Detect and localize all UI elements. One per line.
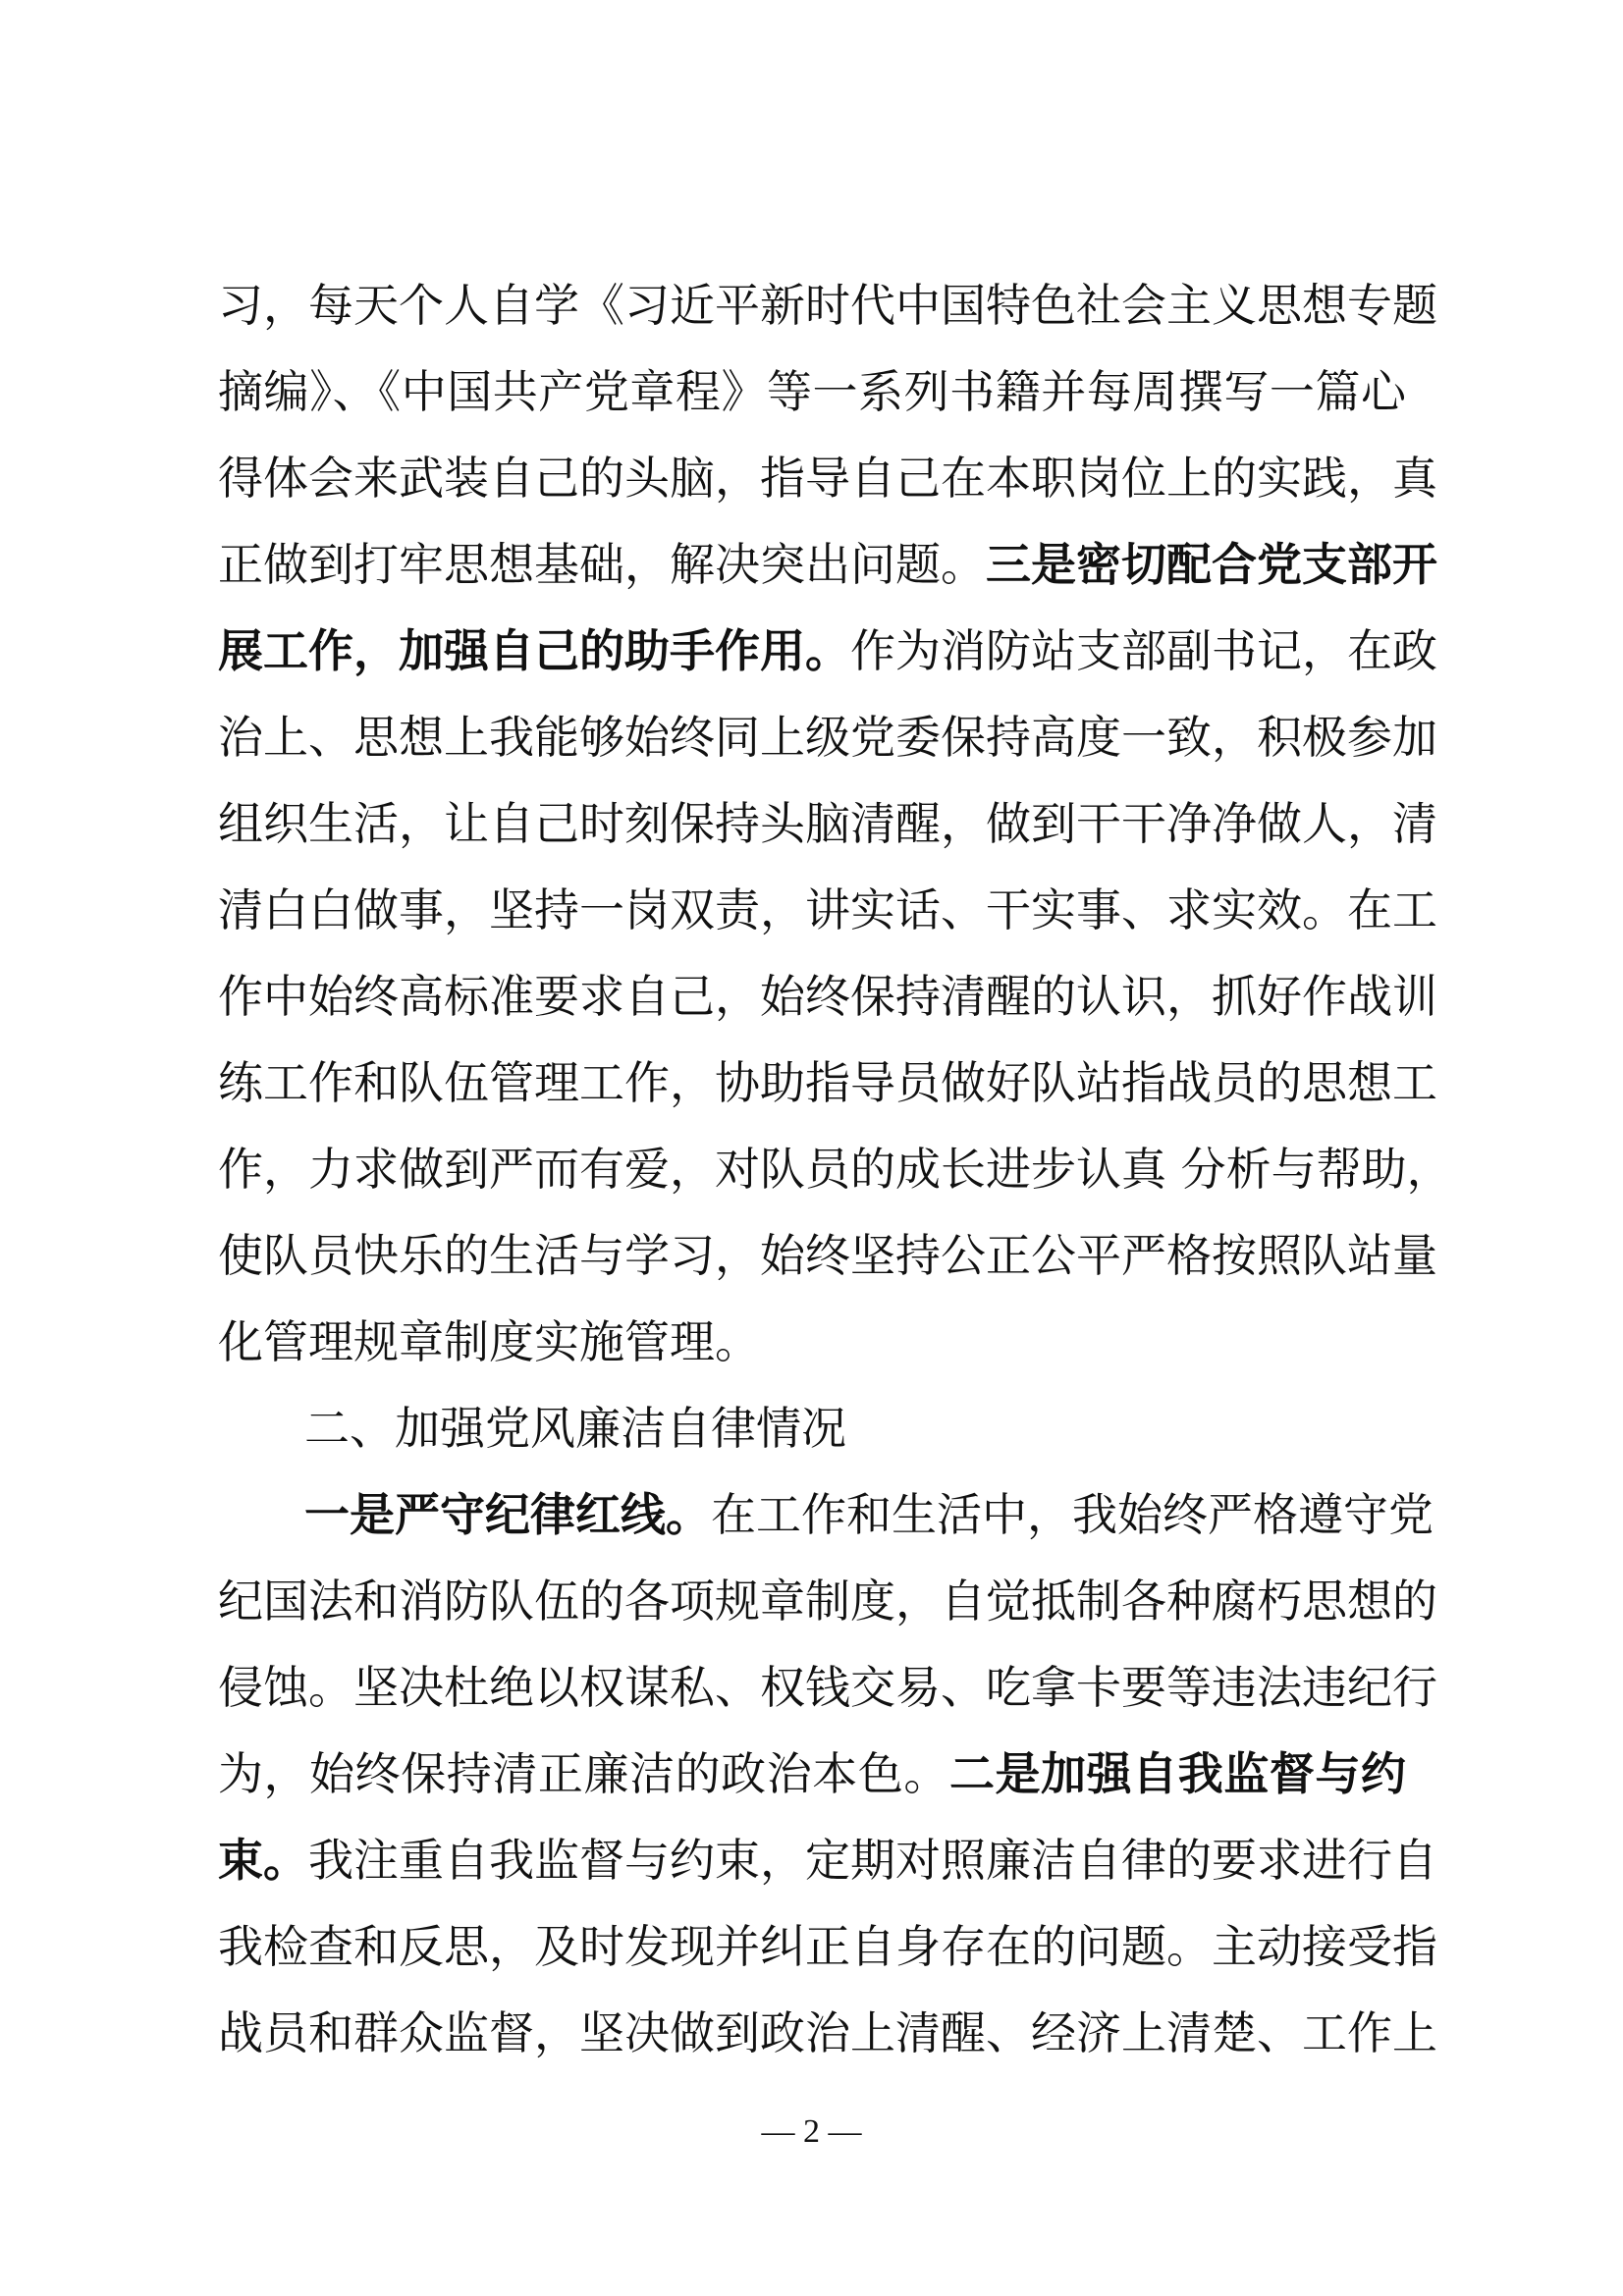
text-span: 摘编》、《中国共产党章程》等一系列书籍并每周撰写一篇心 (218, 365, 1406, 418)
text-span: 战员和群众监督，坚决做到政治上清醒、经济上清楚、工作上 (218, 2006, 1437, 2059)
text-line-6 (218, 709, 1437, 766)
text-line-18 (218, 1745, 1406, 1802)
text-span: 清白白做事，坚持一岗双责，讲实话、干实事、求实效。在工 (218, 883, 1437, 936)
text-span: 在工作和生活中，我始终严格遵守党 (711, 1488, 1434, 1541)
text-line-19 (218, 1832, 1437, 1889)
text-span: 作为消防站支部副书记，在政 (850, 624, 1437, 677)
text-span: 治上、思想上我能够始终同上级党委保持高度一致，积极参加 (218, 711, 1437, 764)
bold-text-span: 展工作，加强自己的助手作用。 (218, 624, 850, 677)
text-span: 作中始终高标准要求自己，始终保持清醒的认识，抓好作战训 (218, 970, 1437, 1023)
text-line-15 (304, 1486, 1434, 1543)
text-line-2 (218, 363, 1406, 420)
section-heading (304, 1400, 1406, 1457)
bold-text-span: 二是加强自我监督与约 (948, 1747, 1407, 1800)
text-span: 作，力求做到严而有爱，对队员的成长进步认真 分析与帮助， (218, 1143, 1452, 1196)
page-number: — 2 — (761, 2113, 862, 2150)
text-span: 使队员快乐的生活与学习，始终坚持公正公平严格按照队站量 (218, 1229, 1437, 1282)
text-line-7 (218, 795, 1437, 852)
text-span: 习，每天个人自学《习近平新时代中国特色社会主义思想专题 (218, 279, 1437, 332)
text-line-10 (218, 1054, 1437, 1111)
text-line-5 (218, 622, 1437, 679)
text-line-20 (218, 1918, 1437, 1975)
text-span: 正做到打牢思想基础，解决突出问题。 (218, 538, 986, 591)
text-span: 练工作和队伍管理工作，协助指导员做好队站指战员的思想工 (218, 1056, 1437, 1109)
text-span: 我注重自我监督与约束，定期对照廉洁自律的要求进行自 (308, 1834, 1437, 1887)
bold-text-span: 三是密切配合党支部开 (986, 538, 1437, 591)
text-line-9 (218, 968, 1437, 1025)
text-span: 我检查和反思，及时发现并纠正自身存在的问题。主动接受指 (218, 1920, 1437, 1973)
text-line-3 (218, 450, 1437, 507)
bold-text-span: 束。 (218, 1834, 308, 1887)
text-line-8 (218, 881, 1437, 938)
text-span: 侵蚀。坚决杜绝以权谋私、权钱交易、吃拿卡要等违法违纪行 (218, 1661, 1437, 1714)
text-line-21 (218, 2004, 1437, 2061)
text-line-4 (218, 536, 1437, 593)
bold-text-span: 一是严守纪律红线。 (304, 1488, 711, 1541)
text-line-1 (218, 277, 1437, 334)
text-line-11 (218, 1141, 1452, 1198)
text-line-12 (218, 1227, 1437, 1284)
text-line-17 (218, 1659, 1437, 1716)
text-span: 二、加强党风廉洁自律情况 (304, 1402, 846, 1455)
text-span: 为，始终保持清正廉洁的政治本色。 (218, 1747, 949, 1800)
text-line-16 (218, 1573, 1437, 1629)
text-span: 组织生活，让自己时刻保持头脑清醒，做到干干净净做人，清 (218, 797, 1437, 850)
text-line-13 (218, 1313, 1406, 1370)
text-span: 得体会来武装自己的头脑，指导自己在本职岗位上的实践，真 (218, 452, 1437, 505)
text-span: 化管理规章制度实施管理。 (218, 1315, 760, 1368)
text-span: 纪国法和消防队伍的各项规章制度，自觉抵制各种腐朽思想的 (218, 1575, 1437, 1628)
